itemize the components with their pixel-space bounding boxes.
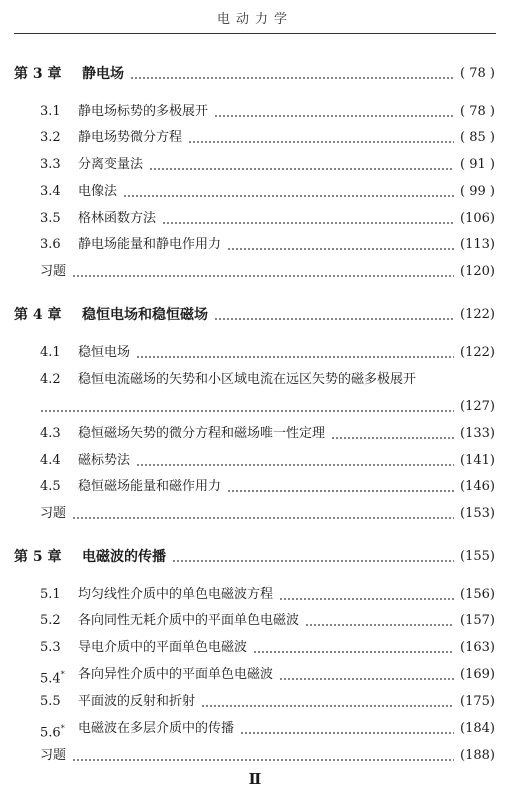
toc-title: 平面波的反射和折射 <box>78 694 196 709</box>
toc-section-row <box>0 342 510 364</box>
toc-page-number: (157) <box>460 613 495 628</box>
toc-number: 3.2 <box>40 130 61 145</box>
toc-page-number: (153) <box>460 506 495 521</box>
toc-chapter-row <box>0 63 510 85</box>
toc-section-row <box>0 664 510 686</box>
toc-number: 5.4* <box>40 670 65 687</box>
toc-page-number: (141) <box>460 453 495 468</box>
toc-page-number: (133) <box>460 426 495 441</box>
toc-number: 5.3 <box>40 640 61 655</box>
toc-number: 3.3 <box>40 157 61 172</box>
toc-dot-leader <box>123 195 454 197</box>
toc-page-number: ( 78 ) <box>460 104 495 119</box>
toc-section-row <box>0 691 510 713</box>
toc-dot-leader <box>136 464 454 466</box>
toc-dot-leader <box>130 77 454 79</box>
toc-page-number: (188) <box>460 748 495 763</box>
toc-dot-leader <box>40 410 454 412</box>
toc-page-number: (113) <box>460 237 495 252</box>
toc-title: 磁标势法 <box>78 453 131 468</box>
toc-section-row <box>0 476 510 498</box>
toc-number: 5.6* <box>40 724 65 741</box>
toc-section-row <box>0 610 510 632</box>
toc-page-number: (169) <box>460 667 495 682</box>
toc-page-number: ( 78 ) <box>460 66 495 81</box>
toc-title: 稳恒磁场矢势的微分方程和磁场唯一性定理 <box>78 426 326 441</box>
toc-page-number: (156) <box>460 587 495 602</box>
toc-page-number: (122) <box>460 307 495 322</box>
toc-dot-leader <box>214 115 454 117</box>
toc-section-row <box>0 208 510 230</box>
toc-number: 4.1 <box>40 345 61 360</box>
toc-number: 4.5 <box>40 479 61 494</box>
toc-section-row <box>0 718 510 740</box>
toc-title: 稳恒电流磁场的矢势和小区域电流在远区矢势的磁多极展开 <box>78 372 417 387</box>
toc-dot-leader <box>72 517 454 519</box>
toc-section-row <box>0 154 510 176</box>
toc-number: 3.4 <box>40 184 61 199</box>
toc-title: 静电场 <box>82 66 124 82</box>
toc-title: 稳恒电场 <box>78 345 131 360</box>
toc-section-row <box>0 101 510 123</box>
toc-page-number: (120) <box>460 264 495 279</box>
toc-dot-leader <box>227 248 454 250</box>
toc-title: 静电场势微分方程 <box>78 130 183 145</box>
toc-title: 稳恒电场和稳恒磁场 <box>82 307 208 323</box>
toc-title: 静电场标势的多极展开 <box>78 104 209 119</box>
toc-section-row <box>0 637 510 659</box>
page-number: Ⅱ <box>248 770 262 788</box>
toc-dot-leader <box>253 651 454 653</box>
toc-dot-leader <box>240 732 454 734</box>
toc-page-number: (127) <box>460 399 495 414</box>
toc-title: 格林函数方法 <box>78 211 157 226</box>
header-rule <box>14 33 496 34</box>
toc-section-row <box>0 181 510 203</box>
toc-number: 习题 <box>40 506 67 521</box>
toc-dot-leader <box>279 598 454 600</box>
toc-number: 习题 <box>40 748 67 763</box>
toc-number: 4.3 <box>40 426 61 441</box>
toc-section-row <box>0 234 510 256</box>
toc-exercise-row <box>0 745 510 767</box>
toc-dot-leader <box>279 678 454 680</box>
toc-section-row <box>0 369 510 391</box>
toc-dot-leader <box>201 705 454 707</box>
toc-dot-leader <box>227 490 454 492</box>
toc-dot-leader <box>72 275 454 277</box>
toc-exercise-row <box>0 503 510 525</box>
toc-page-number: (146) <box>460 479 495 494</box>
toc-number: 第 5 章 <box>14 549 62 565</box>
toc-title: 电像法 <box>78 184 118 199</box>
toc-page-number: (184) <box>460 721 495 736</box>
toc-page-number: ( 85 ) <box>460 130 495 145</box>
toc-number: 4.4 <box>40 453 61 468</box>
toc-page-number: (175) <box>460 694 495 709</box>
toc-page-number: (122) <box>460 345 495 360</box>
toc-page-number: (155) <box>460 549 495 564</box>
toc-dot-leader <box>149 168 454 170</box>
toc-title: 静电场能量和静电作用力 <box>78 237 222 252</box>
toc-number: 4.2 <box>40 372 61 387</box>
toc-dot-leader <box>136 356 454 358</box>
toc-title: 均匀线性介质中的单色电磁波方程 <box>78 587 274 602</box>
toc-dot-leader <box>331 437 454 439</box>
toc-page-number: ( 99 ) <box>460 184 495 199</box>
toc-title: 电磁波在多层介质中的传播 <box>78 721 235 736</box>
toc-number: 5.1 <box>40 587 61 602</box>
toc-dot-leader <box>72 759 454 761</box>
running-header: 电动力学 <box>216 12 293 27</box>
toc-title: 导电介质中的平面单色电磁波 <box>78 640 248 655</box>
toc-chapter-row <box>0 546 510 568</box>
toc-exercise-row <box>0 261 510 283</box>
toc-number: 第 4 章 <box>14 307 62 323</box>
toc-title: 稳恒磁场能量和磁作用力 <box>78 479 222 494</box>
toc-title: 各向异性介质中的平面单色电磁波 <box>78 667 274 682</box>
toc-section-row <box>0 450 510 472</box>
toc-number: 5.5 <box>40 694 61 709</box>
toc-section-row <box>0 396 510 418</box>
toc-dot-leader <box>172 560 454 562</box>
toc-number: 习题 <box>40 264 67 279</box>
toc-page-number: (163) <box>460 640 495 655</box>
toc-title: 分离变量法 <box>78 157 144 172</box>
toc-dot-leader <box>305 624 454 626</box>
toc-section-row <box>0 127 510 149</box>
toc-number: 3.6 <box>40 237 61 252</box>
toc-section-row <box>0 584 510 606</box>
toc-page-number: ( 91 ) <box>460 157 495 172</box>
toc-chapter-row <box>0 304 510 326</box>
toc-dot-leader <box>162 222 454 224</box>
toc-title: 各向同性无耗介质中的平面单色电磁波 <box>78 613 300 628</box>
toc-page-number: (106) <box>460 211 495 226</box>
toc-dot-leader <box>188 141 454 143</box>
toc-number: 5.2 <box>40 613 61 628</box>
toc-number: 3.1 <box>40 104 61 119</box>
toc-number: 第 3 章 <box>14 66 62 82</box>
toc-title: 电磁波的传播 <box>82 549 166 565</box>
toc-section-row <box>0 423 510 445</box>
toc-number: 3.5 <box>40 211 61 226</box>
toc-dot-leader <box>214 318 454 320</box>
